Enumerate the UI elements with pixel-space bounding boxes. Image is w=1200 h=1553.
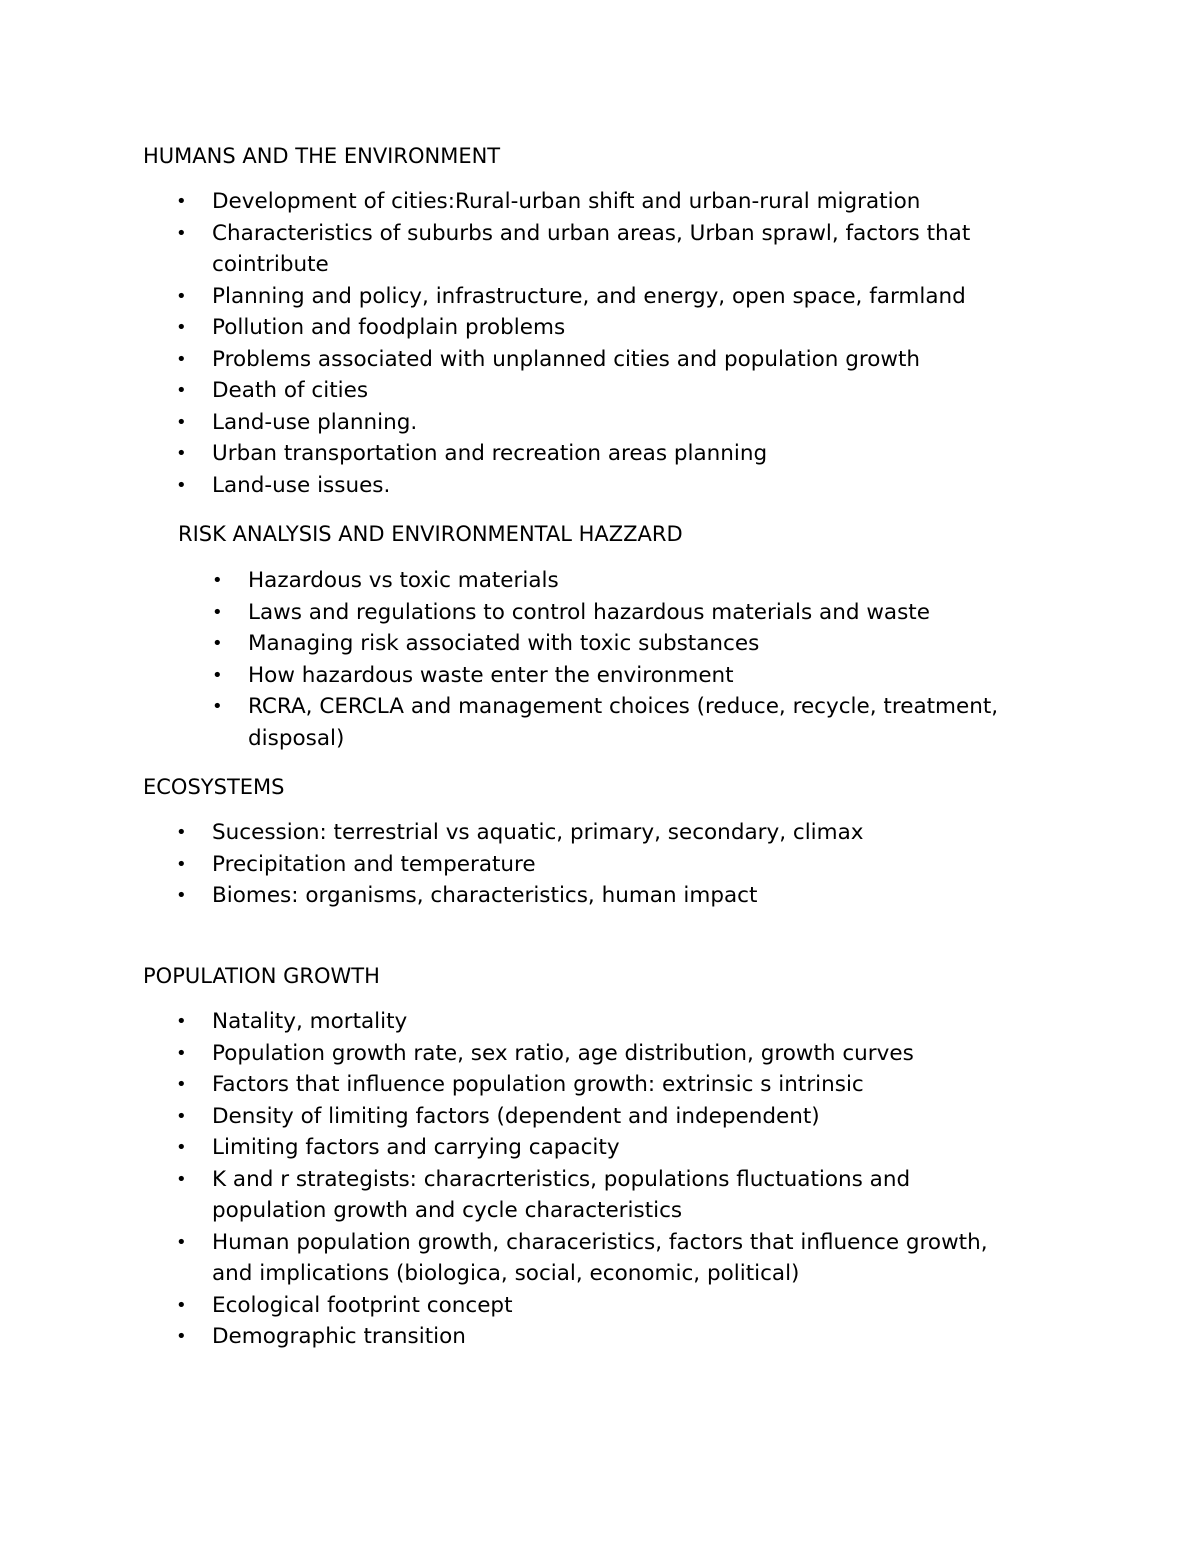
bullet-icon: • [176,348,187,370]
bullet-icon: • [212,633,223,654]
bullet-icon: • [212,696,223,717]
list-item: • Laws and regulations to control hazardous materials and waste [248,597,1008,629]
section-heading: HUMANS AND THE ENVIRONMENT [143,144,501,168]
section-heading: ECOSYSTEMS [143,775,285,799]
list-item: • Density of limiting factors (dependent and independent) [212,1101,1012,1133]
list-item: • Land-use planning. [212,407,1062,439]
bullet-icon: • [176,191,187,212]
list-item: • Limiting factors and carrying capacity [212,1132,1012,1164]
section-heading: POPULATION GROWTH [143,964,380,988]
bullet-icon: • [176,317,187,338]
bullet-icon: • [176,1168,187,1190]
list-item: • Characteristics of suburbs and urban areas, Urban sprawl, factors that cointribute [212,218,1062,281]
bullet-icon: • [176,443,187,464]
bullet-icon: • [212,601,223,623]
bullet-icon: • [176,1074,187,1095]
list-item: • Population growth rate, sex ratio, age distribution, growth curves [212,1038,1012,1070]
list-item: • Hazardous vs toxic materials [248,565,1008,597]
list-item: • Development of cities:Rural-urban shift and urban-rural migration [212,186,1062,218]
list-item: • Biomes: organisms, characteristics, human impact [212,880,1062,912]
bullet-icon: • [212,570,223,591]
bullet-icon: • [212,664,223,686]
bullet-icon: • [176,380,187,401]
list-item: • K and r strategists: characrteristics, populations fluctuations and population growth and cycle characteristics [212,1164,1012,1227]
bullet-icon: • [176,285,187,307]
bullet-list [212,565,1008,754]
list-item: • Factors that influence population growth: extrinsic s intrinsic [212,1069,1012,1101]
list-item: • Ecological footprint concept [212,1290,1012,1322]
list-item: • Planning and policy, infrastructure, and energy, open space, farmland [212,281,1062,313]
bullet-icon: • [176,853,187,875]
section-heading: RISK ANALYSIS AND ENVIRONMENTAL HAZZARD [178,522,683,546]
bullet-icon: • [176,1326,187,1347]
list-item: • Land-use issues. [212,470,1062,502]
bullet-icon: • [176,885,187,906]
list-item: • How hazardous waste enter the environment [248,660,1008,692]
bullet-icon: • [176,474,187,496]
list-item: • Precipitation and temperature [212,849,1062,881]
bullet-icon: • [176,1231,187,1253]
bullet-icon: • [176,411,187,433]
list-item: • Urban transportation and recreation areas planning [212,438,1062,470]
list-item: • Managing risk associated with toxic substances [248,628,1008,660]
list-item: • Demographic transition [212,1321,1012,1353]
list-item: • Death of cities [212,375,1062,407]
bullet-icon: • [176,1042,187,1064]
list-item: • Natality, mortality [212,1006,1012,1038]
bullet-icon: • [176,1011,187,1032]
bullet-icon: • [176,1105,187,1127]
bullet-list [176,186,1062,501]
list-item: • Human population growth, characeristics, factors that influence growth, and implications (biologica, social, economic, political) [212,1227,1012,1290]
bullet-icon: • [176,1294,187,1316]
bullet-list [176,817,1062,912]
bullet-icon: • [176,822,187,843]
bullet-list [176,1006,1012,1353]
list-item: • Sucession: terrestrial vs aquatic, primary, secondary, climax [212,817,1062,849]
list-item: • Pollution and foodplain problems [212,312,1062,344]
list-item: • Problems associated with unplanned cities and population growth [212,344,1062,376]
bullet-icon: • [176,222,187,244]
bullet-icon: • [176,1137,187,1158]
list-item: • RCRA, CERCLA and management choices (reduce, recycle, treatment, disposal) [248,691,1008,754]
